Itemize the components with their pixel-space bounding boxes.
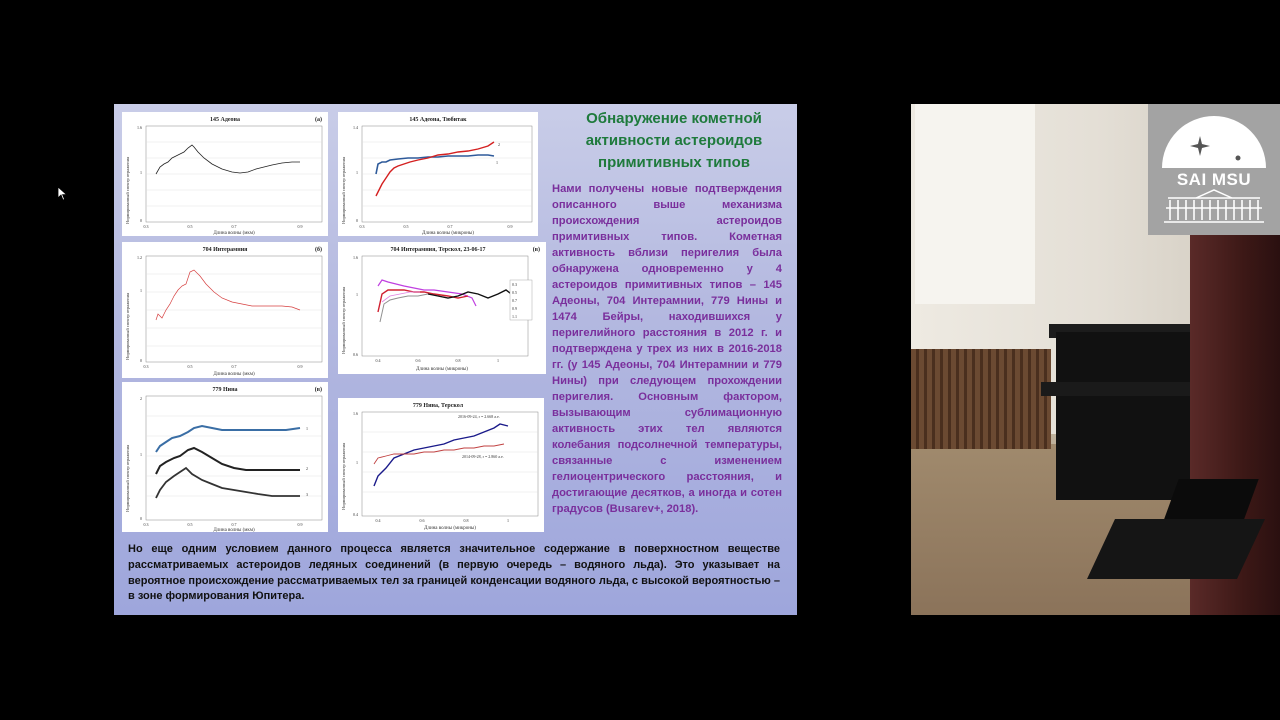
heading-line: Обнаружение кометной [586,110,762,127]
svg-text:0.5: 0.5 [187,364,193,369]
svg-text:0: 0 [356,218,358,223]
x-axis-label: Длина волны (мкм) [213,528,255,532]
svg-text:1.1: 1.1 [512,314,517,319]
x-axis-label: Длина волны (микроны) [422,231,474,236]
spectrum-panel-704-interamnia [122,242,328,378]
svg-text:1: 1 [140,452,142,457]
radiator [911,349,1051,449]
svg-text:1.2: 1.2 [137,255,142,260]
y-axis-label: Нормированный спектр отражения [341,286,346,354]
svg-text:1: 1 [507,518,509,523]
svg-text:1.6: 1.6 [353,255,358,260]
panel-title: 779 Нина [212,387,238,393]
svg-text:1.4: 1.4 [353,125,358,130]
svg-text:1: 1 [496,160,498,165]
svg-text:0.4: 0.4 [353,512,358,517]
svg-text:0.4: 0.4 [375,518,381,523]
svg-text:0.3: 0.3 [143,522,149,527]
svg-text:0.7: 0.7 [447,224,453,229]
panel-title: 145 Адеона, Тюбитак [409,117,467,123]
spectrum-panel-779-nina [122,382,328,532]
x-axis-label: Длина волны (микроны) [424,526,476,531]
svg-text:0.9: 0.9 [297,364,303,369]
spectrum-panel-145-adeona [122,112,328,236]
svg-text:0.5: 0.5 [187,522,193,527]
panel-title: 145 Адеона [210,117,240,123]
sai-msu-logo [1148,104,1280,235]
svg-text:3: 3 [306,492,308,497]
spectrum-panel-704-interamnia-terskol [338,242,546,374]
svg-text:1: 1 [140,288,142,293]
svg-text:1.6: 1.6 [137,125,142,130]
y-axis-label: Нормированный спектр отражения [125,292,130,360]
svg-text:0.3: 0.3 [359,224,365,229]
svg-text:2014-09-28, r = 2.860 а.е.: 2014-09-28, r = 2.860 а.е. [462,454,504,459]
x-axis-label: Длина волны (мкм) [213,231,255,236]
svg-text:2016-09-24, r = 2.668 а.е.: 2016-09-24, r = 2.668 а.е. [458,414,500,419]
svg-text:1: 1 [306,426,308,431]
slide-body-text: Нами получены новые подтверждения описанного выше механизма происхождения астероидов примитивных типов. Кометная активность вблизи перигелия была обнаружена одновременно у 4 астероидов примитивных типов – 145 Адеоны, 704 Интерамнии, 779 Нины и 1474 Бейры, находившихся у перигелийного расстояния в 2012 г. и подтверждена у трех из них в 2016-2018 гг. (у 145 Адеоны, 704 Интерамнии и 779 Нины) при следующем прохождении перигелия. Основным фактором, вызывающим сублимационную активность этих тел являются колебания подсолнечной температуры, связанные с изменением гелиоцентрического расстояния, и достигающие десятков, а иногда и сотен градусов (Busarev+, 2018). [552,183,782,515]
panel-title: 704 Интерамния [202,247,248,253]
svg-text:1: 1 [497,358,499,363]
svg-text:1.6: 1.6 [353,411,358,416]
svg-text:2: 2 [306,466,308,471]
svg-text:0.9: 0.9 [297,224,303,229]
svg-text:0.9: 0.9 [297,522,303,527]
svg-text:1: 1 [356,460,358,465]
svg-text:0.7: 0.7 [231,224,237,229]
svg-text:1: 1 [356,292,358,297]
projection-screen [915,104,1035,304]
svg-text:0.6: 0.6 [419,518,425,523]
svg-text:0.4: 0.4 [375,358,381,363]
x-axis-label: Длина волны (микроны) [416,367,468,372]
presentation-slide [114,104,797,615]
spectrum-panel-145-adeona-tubitak [338,112,538,236]
heading-line: активности астероидов [585,132,763,149]
svg-text:0.7: 0.7 [231,522,237,527]
slide-bottom-text: Но еще одним условием данного процесса является значительное содержание в поверхностном веществе рассматриваемых астероидов ледяных соединений (в первую очередь – водяного льда). Это указывает на вероятное происхождение рассматриваемых тел за границей конденсации водяного льда, с высокой вероятностью – в зоне формирования Юпитера. [128,543,780,603]
logo-text: SAI MSU [1176,170,1252,189]
svg-text:1: 1 [140,170,142,175]
svg-text:0.7: 0.7 [512,298,517,303]
svg-text:2: 2 [140,396,142,401]
spectrum-panel-779-nina-terskol [338,398,544,532]
svg-text:0.8: 0.8 [463,518,469,523]
slide-heading [554,108,794,174]
svg-text:0.5: 0.5 [187,224,193,229]
panel-letter: (а) [315,117,322,123]
svg-text:0.3: 0.3 [512,282,517,287]
svg-text:1: 1 [356,170,358,175]
y-axis-label: Нормированный спектр отражения [341,156,346,224]
svg-text:0.5: 0.5 [403,224,409,229]
svg-text:2: 2 [498,142,500,147]
y-axis-label: Нормированный спектр отражения [125,444,130,512]
svg-text:0.3: 0.3 [143,364,149,369]
svg-text:0.6: 0.6 [415,358,421,363]
svg-text:0.9: 0.9 [512,306,517,311]
svg-text:0: 0 [140,516,142,521]
panel-letter: (б) [315,247,322,253]
panel-title: 704 Интерамния, Терскол, 23-06-17 [390,247,486,253]
svg-text:0.9: 0.9 [507,224,513,229]
svg-text:0.5: 0.5 [512,290,517,295]
svg-text:0.8: 0.8 [455,358,461,363]
piano [1056,332,1194,500]
svg-text:0: 0 [140,218,142,223]
panel-letter: (в) [314,387,322,393]
svg-text:0: 0 [140,358,142,363]
svg-text:0.3: 0.3 [143,224,149,229]
y-axis-label: Нормированный спектр отражения [341,442,346,510]
panel-letter: (в) [532,247,540,253]
x-axis-label: Длина волны (мкм) [213,372,255,377]
svg-text:0.6: 0.6 [353,352,358,357]
y-axis-label: Нормированный спектр отражения [125,156,130,224]
panel-title: 779 Нина, Терскол [412,403,464,409]
heading-line: примитивных типов [598,154,750,171]
svg-text:0.7: 0.7 [231,364,237,369]
